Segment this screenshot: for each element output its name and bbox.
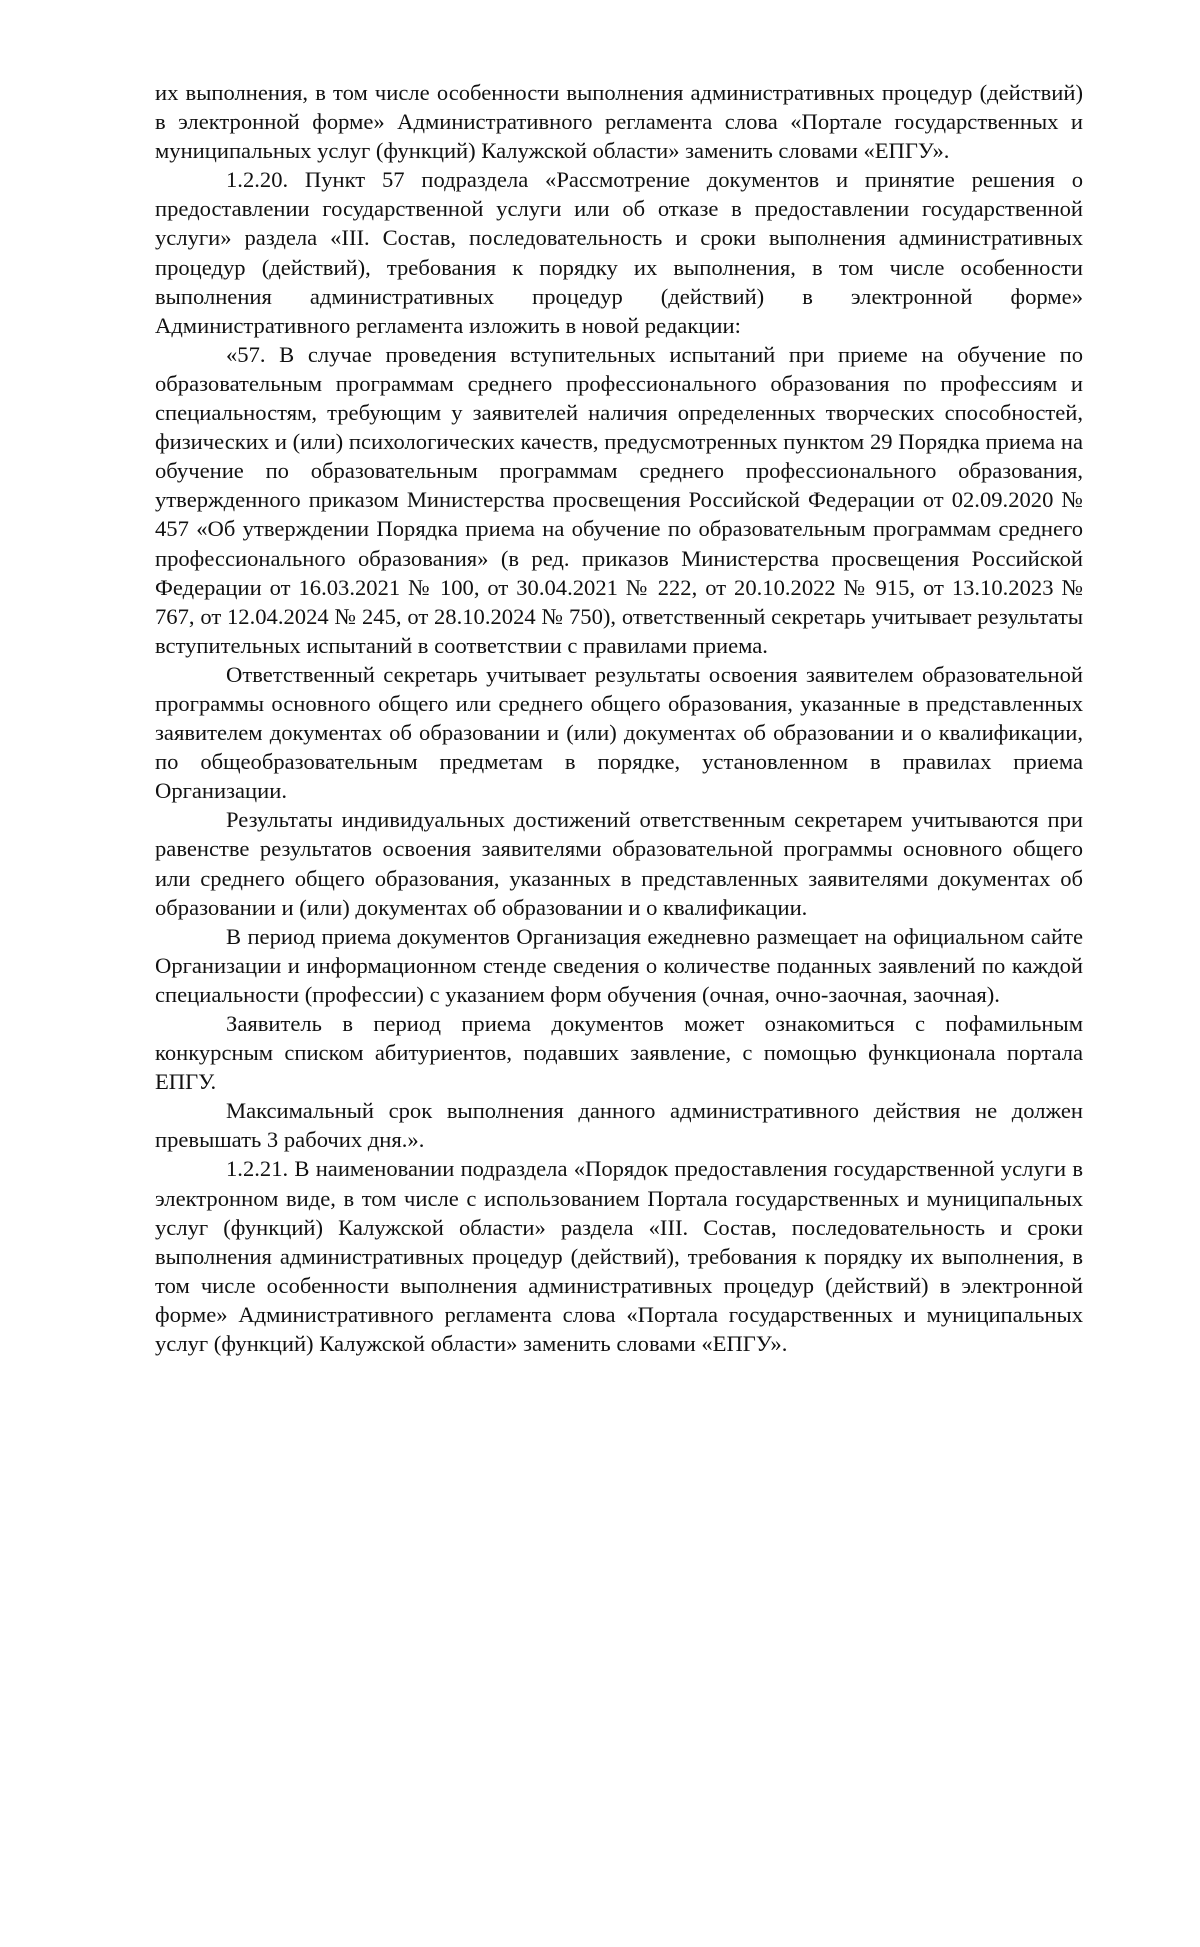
paragraph-max-term: Максимальный срок выполнения данного административного действия не должен превышать 3 рабочих дня.». <box>155 1098 1083 1153</box>
paragraph-individual-achievements: Результаты индивидуальных достижений ответственным секретарем учитываются при равенстве результатов освоения заявителями образовательной программы основного общего или среднего общего образования, указанных в представленных заявителями документах об образовании и (или) документах об образовании и о квалификации. <box>155 807 1083 920</box>
paragraph-1-2-20: 1.2.20. Пункт 57 подраздела «Рассмотрение документов и принятие решения о предоставлении государственной услуги или об отказе в предоставлении государственной услуги» раздела «III. Состав, последовательность и сроки выполнения административных процедур (действий), требования к порядку их выполнения, в том числе особенности выполнения административных процедур (действий) в электронной форме» Административного регламента изложить в новой редакции: <box>155 167 1083 338</box>
paragraph-continuation: их выполнения, в том числе особенности выполнения административных процедур (действий) в электронной форме» Административного регламента слова «Портале государственных и муниципальных услуг (функций) Калужской области» заменить словами «ЕПГУ». <box>155 80 1083 164</box>
paragraph-item-57: «57. В случае проведения вступительных испытаний при приеме на обучение по образовательным программам среднего профессионального образования по профессиям и специальностям, требующим у заявителей наличия определенных творческих способностей, физических и (или) психологических качеств, предусмотренных пунктом 29 Порядка приема на обучение по образовательным программам среднего профессионального образования, утвержденного приказом Министерства просвещения Российской Федерации от 02.09.2020 № 457 «Об утверждении Порядка приема на обучение по образовательным программам среднего профессионального образования» (в ред. приказов Министерства просвещения Российской Федерации от 16.03.2021 № 100, от 30.04.2021 № 222, от 20.10.2022 № 915, от 13.10.2023 № 767, от 12.04.2024 № 245, от 28.10.2024 № 750), ответственный секретарь учитывает результаты вступительных испытаний в соответствии с правилами приема. <box>155 341 1083 658</box>
paragraph-daily-publication: В период приема документов Организация ежедневно размещает на официальном сайте Организации и информационном стенде сведения о количестве поданных заявлений по каждой специальности (профессии) с указанием форм обучения (очная, очно-заочная, заочная). <box>155 923 1083 1007</box>
document-body <box>155 78 1083 1358</box>
paragraph-1-2-21: 1.2.21. В наименовании подраздела «Порядок предоставления государственной услуги в электронном виде, в том числе с использованием Портала государственных и муниципальных услуг (функций) Калужской области» раздела «III. Состав, последовательность и сроки выполнения административных процедур (действий), требования к порядку их выполнения, в том числе особенности выполнения административных процедур (действий) в электронной форме» Административного регламента слова «Портала государственных и муниципальных услуг (функций) Калужской области» заменить словами «ЕПГУ». <box>155 1156 1083 1357</box>
paragraph-applicant-list: Заявитель в период приема документов может ознакомиться с пофамильным конкурсным списком абитуриентов, подавших заявление, с помощью функционала портала ЕПГУ. <box>155 1011 1083 1095</box>
paragraph-secretary-results: Ответственный секретарь учитывает результаты освоения заявителем образовательной программы основного общего или среднего общего образования, указанные в представленных заявителем документах об образовании и (или) документах об образовании и о квалификации, по общеобразовательным предметам в порядке, установленном в правилах приема Организации. <box>155 661 1083 804</box>
